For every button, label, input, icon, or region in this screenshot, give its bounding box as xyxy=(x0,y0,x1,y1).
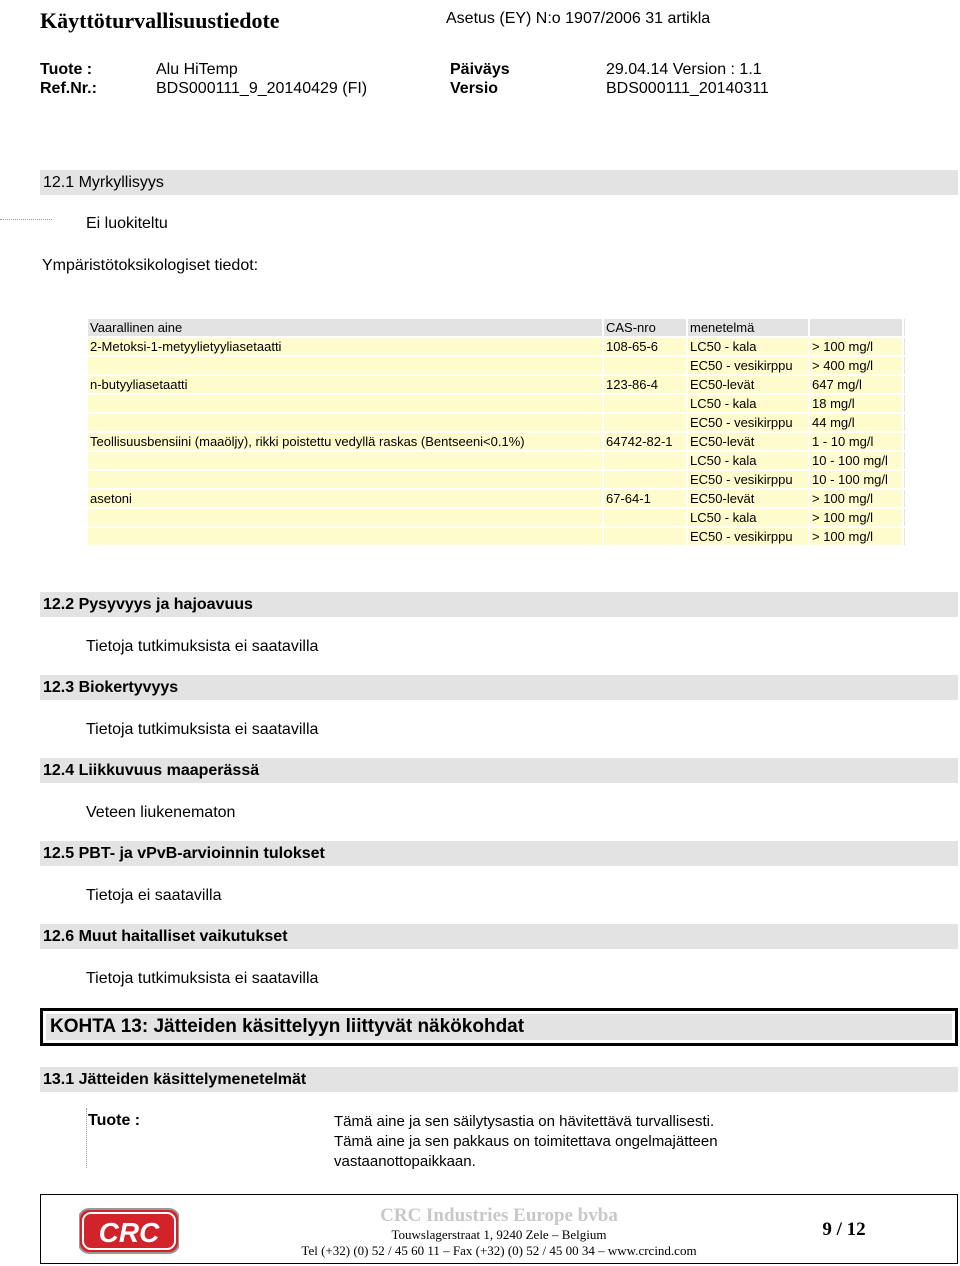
method-cell: LC50 - kala xyxy=(688,452,808,469)
cas-cell xyxy=(604,471,686,488)
substance-cell: asetoni xyxy=(88,490,602,507)
value-cell: > 100 mg/l xyxy=(810,528,902,545)
substance-cell xyxy=(88,414,602,431)
value-cell: > 100 mg/l xyxy=(810,338,902,355)
method-cell: EC50-levät xyxy=(688,376,808,393)
row-spacer xyxy=(904,376,905,393)
section-12-5-title: 12.5 PBT- ja vPvB-arvioinnin tulokset xyxy=(40,841,958,866)
table-row xyxy=(88,528,905,545)
value-cell: > 100 mg/l xyxy=(810,490,902,507)
value-cell: 1 - 10 mg/l xyxy=(810,433,902,450)
method-cell: LC50 - kala xyxy=(688,509,808,526)
row-spacer xyxy=(904,528,905,545)
cas-cell: 67-64-1 xyxy=(604,490,686,507)
substance-cell: 2-Metoksi-1-metyylietyyliasetaatti xyxy=(88,338,602,355)
ecotox-label: Ympäristötoksikologiset tiedot: xyxy=(42,257,259,274)
row-spacer xyxy=(904,357,905,374)
table-header-row xyxy=(88,319,905,336)
section-12-3-text: Tietoja tutkimuksista ei saatavilla xyxy=(86,721,319,738)
footer-address: Touwslagerstraat 1, 9240 Zele – Belgium xyxy=(391,1227,607,1242)
version-value: BDS000111_20140311 xyxy=(606,80,769,97)
method-cell: EC50 - vesikirppu xyxy=(688,414,808,431)
ecotox-table xyxy=(86,317,907,547)
cas-cell: 123-86-4 xyxy=(604,376,686,393)
row-spacer xyxy=(904,395,905,412)
row-spacer xyxy=(904,338,905,355)
page-number: 9 / 12 xyxy=(822,1219,866,1240)
regulation-reference: Asetus (EY) N:o 1907/2006 31 artikla xyxy=(446,10,711,27)
waste-text-line: vastaanottopaikkaan. xyxy=(334,1153,476,1170)
row-spacer xyxy=(904,509,905,526)
substance-cell xyxy=(88,452,602,469)
substance-cell: n-butyyliasetaatti xyxy=(88,376,602,393)
section-13-1-title: 13.1 Jätteiden käsittelymenetelmät xyxy=(40,1067,958,1092)
divider xyxy=(86,1108,87,1168)
logo-text: CRC xyxy=(98,1217,160,1248)
substance-cell xyxy=(88,471,602,488)
table-row xyxy=(88,490,905,507)
page-footer xyxy=(40,1194,958,1264)
value-cell: 18 mg/l xyxy=(810,395,902,412)
document-title: Käyttöturvallisuustiedote xyxy=(40,8,280,33)
section-12-1-title: 12.1 Myrkyllisyys xyxy=(40,170,958,195)
cas-cell xyxy=(604,395,686,412)
value-cell: 44 mg/l xyxy=(810,414,902,431)
cas-cell xyxy=(604,414,686,431)
method-cell: LC50 - kala xyxy=(688,338,808,355)
substance-cell xyxy=(88,509,602,526)
header-substance: Vaarallinen aine xyxy=(88,319,602,336)
table-row xyxy=(88,414,905,431)
header-method: menetelmä xyxy=(688,319,808,336)
cas-cell xyxy=(604,357,686,374)
section-12-2-title: 12.2 Pysyvyys ja hajoavuus xyxy=(40,592,958,617)
row-spacer xyxy=(904,490,905,507)
section-12-6-text: Tietoja tutkimuksista ei saatavilla xyxy=(86,970,319,987)
cas-cell xyxy=(604,528,686,545)
waste-product-label: Tuote : xyxy=(88,1112,141,1129)
product-value: Alu HiTemp xyxy=(156,61,238,78)
row-spacer xyxy=(904,433,905,450)
table-row xyxy=(88,471,905,488)
cas-cell: 64742-82-1 xyxy=(604,433,686,450)
date-label: Päiväys xyxy=(450,61,510,78)
footer-company: CRC Industries Europe bvba xyxy=(380,1205,618,1226)
header-spacer xyxy=(904,319,905,336)
section-13-title: KOHTA 13: Jätteiden käsittelyyn liittyvät näkökohdat xyxy=(46,1014,952,1040)
waste-text-line: Tämä aine ja sen säilytysastia on hävitettävä turvallisesti. xyxy=(334,1113,715,1130)
version-label: Versio xyxy=(450,80,499,97)
method-cell: LC50 - kala xyxy=(688,395,808,412)
method-cell: EC50 - vesikirppu xyxy=(688,471,808,488)
table-row xyxy=(88,376,905,393)
value-cell: > 400 mg/l xyxy=(810,357,902,374)
method-cell: EC50-levät xyxy=(688,433,808,450)
cas-cell xyxy=(604,452,686,469)
section-12-5-text: Tietoja ei saatavilla xyxy=(86,887,222,904)
value-cell: 647 mg/l xyxy=(810,376,902,393)
waste-product-text xyxy=(334,1112,854,1172)
header-value xyxy=(810,319,902,336)
section-12-2-text: Tietoja tutkimuksista ei saatavilla xyxy=(86,638,319,655)
waste-text-line: Tämä aine ja sen pakkaus on toimitettava ongelmajätteen xyxy=(334,1133,718,1150)
value-cell: 10 - 100 mg/l xyxy=(810,471,902,488)
table-row xyxy=(88,338,905,355)
header-cas: CAS-nro xyxy=(604,319,686,336)
date-value: 29.04.14 Version : 1.1 xyxy=(606,61,762,78)
value-cell: > 100 mg/l xyxy=(810,509,902,526)
row-spacer xyxy=(904,471,905,488)
cas-cell xyxy=(604,509,686,526)
table-row xyxy=(88,433,905,450)
table-row xyxy=(88,452,905,469)
substance-cell xyxy=(88,395,602,412)
section-12-1-text: Ei luokiteltu xyxy=(86,215,168,232)
method-cell: EC50-levät xyxy=(688,490,808,507)
product-label: Tuote : xyxy=(40,61,93,78)
section-12-4-title: 12.4 Liikkuvuus maaperässä xyxy=(40,758,958,783)
divider xyxy=(0,219,52,220)
method-cell: EC50 - vesikirppu xyxy=(688,528,808,545)
table-row xyxy=(88,395,905,412)
row-spacer xyxy=(904,452,905,469)
ref-value: BDS000111_9_20140429 (FI) xyxy=(156,80,368,97)
ref-label: Ref.Nr.: xyxy=(40,80,97,97)
table-row xyxy=(88,357,905,374)
substance-cell xyxy=(88,357,602,374)
value-cell: 10 - 100 mg/l xyxy=(810,452,902,469)
section-13-banner xyxy=(40,1008,958,1046)
substance-cell: Teollisuusbensiini (maaöljy), rikki poistettu vedyllä raskas (Bentseeni<0.1%) xyxy=(88,433,602,450)
cas-cell: 108-65-6 xyxy=(604,338,686,355)
substance-cell xyxy=(88,528,602,545)
section-12-3-title: 12.3 Biokertyvyys xyxy=(40,675,958,700)
method-cell: EC50 - vesikirppu xyxy=(688,357,808,374)
footer-contact: Tel (+32) (0) 52 / 45 60 11 – Fax (+32) (0) 52 / 45 00 34 – www.crcind.com xyxy=(301,1243,697,1258)
section-12-6-title: 12.6 Muut haitalliset vaikutukset xyxy=(40,924,958,949)
row-spacer xyxy=(904,414,905,431)
section-12-4-text: Veteen liukenematon xyxy=(86,804,236,821)
table-row xyxy=(88,509,905,526)
